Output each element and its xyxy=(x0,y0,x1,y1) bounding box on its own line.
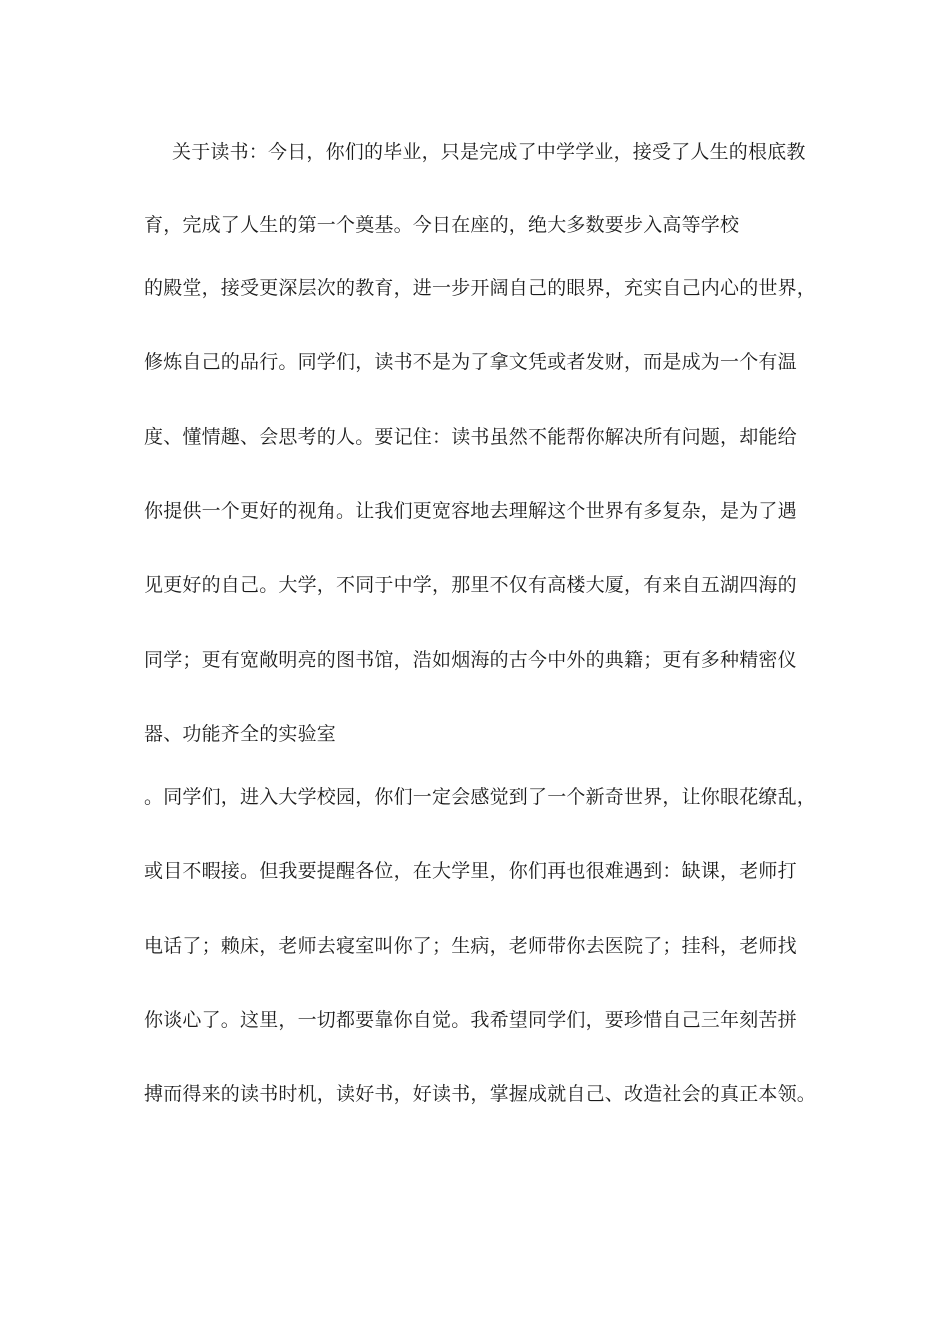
text-line-2: 育，完成了人生的第一个奠基。今日在座的，绝大多数要步入高等学校 xyxy=(144,214,740,236)
text-line-11: 或目不暇接。但我要提醒各位，在大学里，你们再也很难遇到：缺课，老师打 xyxy=(144,860,797,882)
text-line-13: 你谈心了。这里，一切都要靠你自觉。我希望同学们，要珍惜自己三年刻苦拼 xyxy=(144,1009,797,1031)
text-line-6: 你提供一个更好的视角。让我们更宽容地去理解这个世界有多复杂，是为了遇 xyxy=(144,500,797,522)
text-line-3: 的殿堂，接受更深层次的教育，进一步开阔自己的眼界，充实自己内心的世界， xyxy=(144,277,817,299)
text-line-1: 关于读书：今日，你们的毕业，只是完成了中学学业，接受了人生的根底教 xyxy=(172,141,806,163)
text-line-5: 度、懂情趣、会思考的人。要记住：读书虽然不能帮你解决所有问题，却能给 xyxy=(144,426,797,448)
text-line-10: 。同学们，进入大学校园，你们一定会感觉到了一个新奇世界，让你眼花缭乱， xyxy=(144,786,817,808)
text-line-12: 电话了；赖床，老师去寝室叫你了；生病，老师带你去医院了；挂科，老师找 xyxy=(144,935,797,957)
text-line-8: 同学；更有宽敞明亮的图书馆，浩如烟海的古今中外的典籍；更有多种精密仪 xyxy=(144,649,797,671)
text-line-4: 修炼自己的品行。同学们，读书不是为了拿文凭或者发财，而是成为一个有温 xyxy=(144,351,797,373)
text-line-14: 搏而得来的读书时机，读好书，好读书，掌握成就自己、改造社会的真正本领。 xyxy=(144,1083,817,1105)
text-line-7: 见更好的自己。大学，不同于中学，那里不仅有高楼大厦，有来自五湖四海的 xyxy=(144,574,797,596)
text-line-9: 器、功能齐全的实验室 xyxy=(144,723,337,745)
